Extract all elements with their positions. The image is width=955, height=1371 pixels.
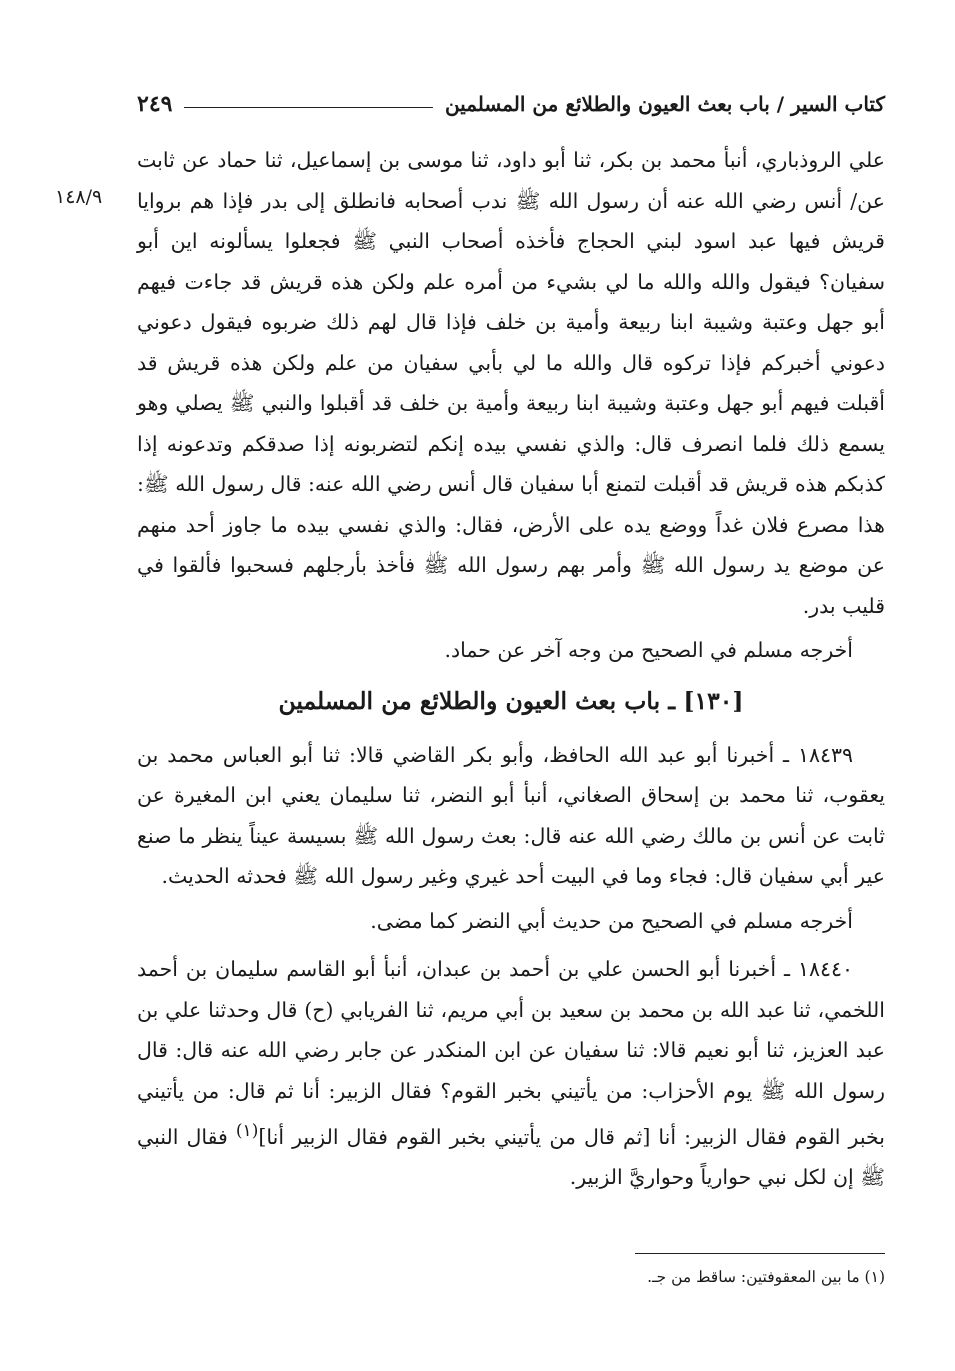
margin-volume-page-ref: ١٤٨/٩ (55, 186, 103, 208)
footnote-separator (635, 1253, 885, 1254)
takhrij-note: أخرجه مسلم في الصحيح من حديث أبي النضر كما مضى. (370, 908, 853, 933)
section-title: [١٣٠] ـ باب بعث العيون والطلائع من المسلمين (278, 686, 744, 715)
hadith-paragraph: علي الروذباري، أنبأ محمد بن بكر، ثنا أبو داود، ثنا موسى بن إسماعيل، ثنا حماد عن ثابت عن/ أنس رضي الله عنه أن رسول الله ﷺ ندب أصحابه فانطلق إلى بدر فإذا هم بروايا قريش فيها عبد اسود لبني الحجاج فأخذه أصحاب النبي ﷺ فجعلوا يسألونه اين أبو سفيان؟ فيقول والله والله ما لي بشيء من أمره علم ولكن هذه قريش قد جاءت فيهم أبو جهل وعتبة وشيبة ابنا ربيعة وأمية بن خلف فإذا قال لهم ذلك ضربوه فيقول دعوني دعوني أخبركم فإذا تركوه قال والله ما لي بأبي سفيان من علم ولكن هذه قريش قد أقبلت فيهم أبو جهل وعتبة وشيبة ابنا ربيعة وأمية بن خلف قد أقبلوا والنبي ﷺ يصلي وهو يسمع ذلك فلما انصرف قال: والذي نفسي بيده إنكم لتضربونه إذا صدقكم وتدعونه إذا كذبكم هذه قريش قد أقبلت لتمنع أبا سفيان قال أنس رضي الله عنه: قال رسول الله ﷺ: هذا مصرع فلان غداً ووضع يده على الأرض، فقال: والذي نفسي بيده ما جاوز أحد منهم عن موضع يد رسول الله ﷺ وأمر بهم رسول الله ﷺ فأخذ بأرجلهم فسحبوا فألقوا في قليب بدر. (137, 148, 886, 618)
page-header (137, 86, 885, 122)
footnote: (١) ما بين المعقوفتين: ساقط من جـ. (647, 1268, 885, 1286)
hadith-paragraph (137, 949, 885, 1198)
header-rule (184, 107, 433, 108)
takhrij-note: أخرجه مسلم في الصحيح من وجه آخر عن حماد. (444, 638, 853, 662)
running-title: كتاب السير / باب بعث العيون والطلائع من المسلمين (444, 92, 885, 116)
hadith-text: ١٨٤٤٠ ـ أخبرنا أبو الحسن علي بن أحمد بن عبدان، أنبأ أبو القاسم سليمان بن أحمد اللخمي، ثنا عبد الله بن محمد بن سعيد بن أبي مريم، ثنا الفريابي (ح) قال وحدثنا علي بن عبد العزيز، ثنا أبو نعيم قالا: ثنا سفيان عن ابن المنكدر عن جابر رضي الله عنه قال: قال رسول الله ﷺ يوم الأحزاب: من يأتيني بخبر القوم؟ فقال الزبير: أنا ثم قال: من يأتيني بخبر القوم فقال الزبير: أنا [ثم قال من يأتيني بخبر القوم فقال الزبير أنا] (137, 957, 885, 1149)
page-number: ٢٤٩ (137, 91, 173, 117)
footnote-marker[interactable]: (١) (235, 1121, 259, 1141)
main-text (137, 140, 885, 1198)
hadith-paragraph: ١٨٤٣٩ ـ أخبرنا أبو عبد الله الحافظ، وأبو بكر القاضي قالا: ثنا أبو العباس محمد بن يعقوب، ثنا محمد بن إسحاق الصغاني، أنبأ أبو النضر، ثنا سليمان يعني ابن المغيرة عن ثابت عن أنس بن مالك رضي الله عنه قال: بعث رسول الله ﷺ بسيسة عيناً ينظر ما صنع عير أبي سفيان قال: فجاء وما في البيت أحد غيري وغير رسول الله ﷺ فحدثه الحديث. (137, 742, 885, 888)
hadith-text-end: فقال النبي ﷺ إن لكل نبي حوارياً وحواريَّ الزبير. (137, 1124, 885, 1190)
